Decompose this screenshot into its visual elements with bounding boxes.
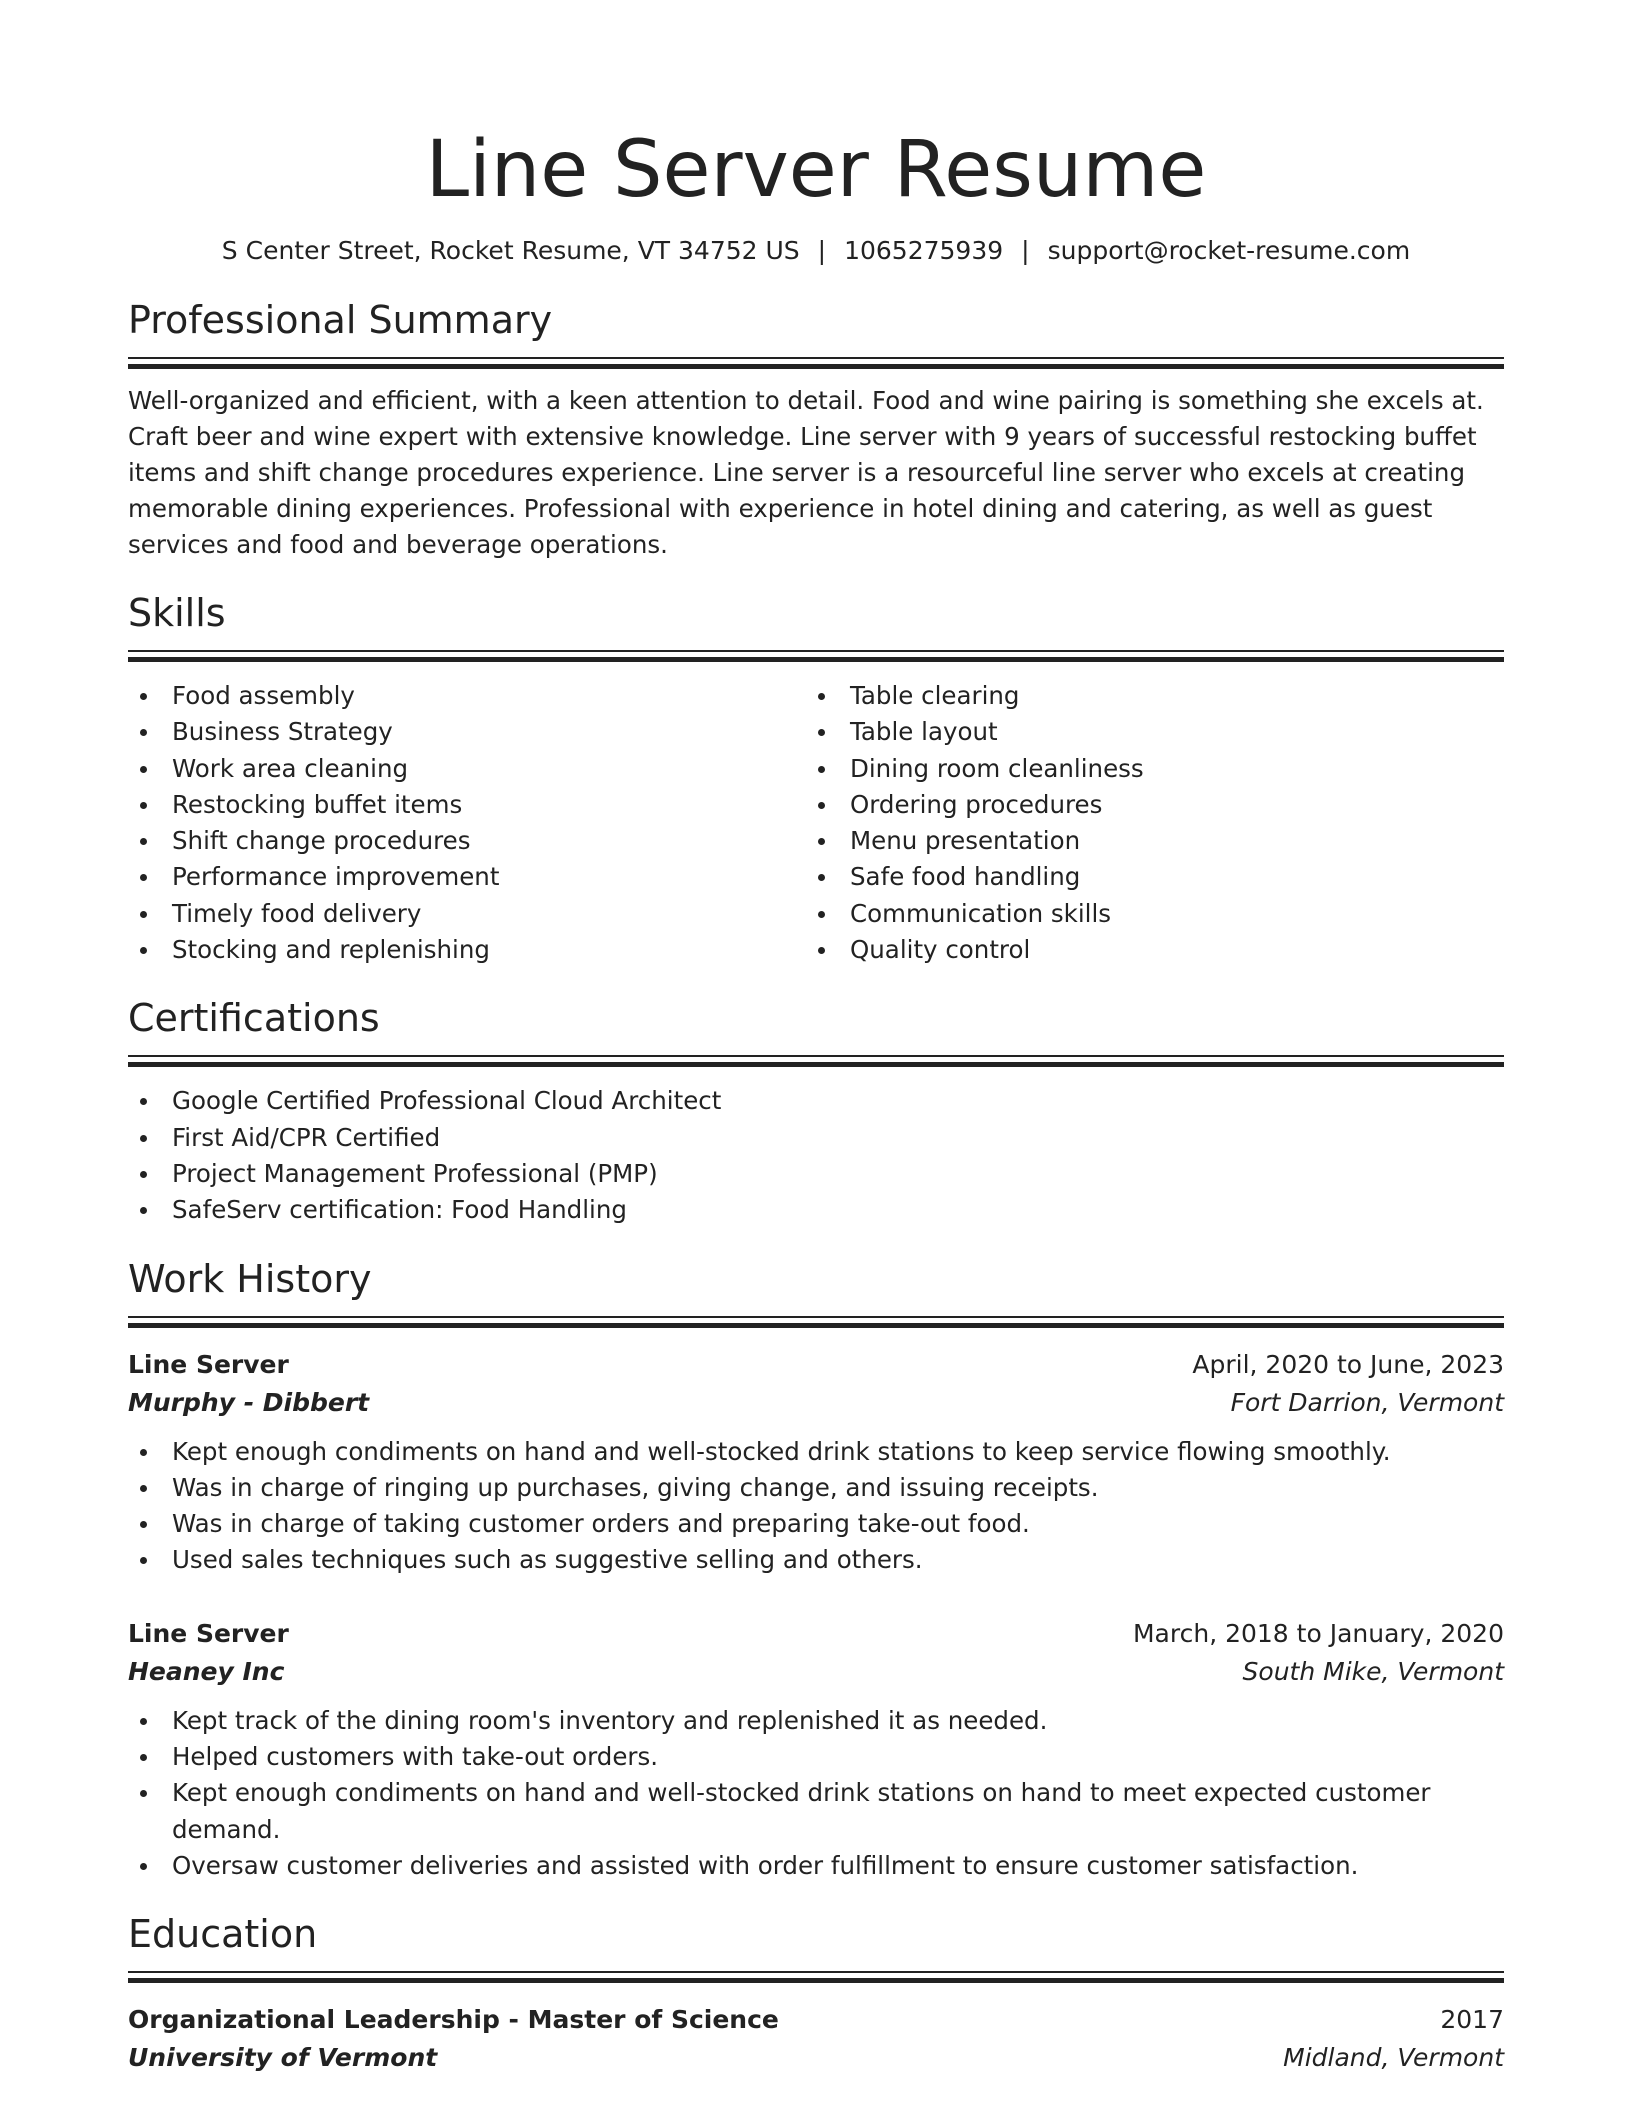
job-company-row [128, 1653, 1504, 1691]
job-bullet: Used sales techniques such as suggestive selling and others. [128, 1542, 1504, 1578]
certification-item: Project Management Professional (PMP) [128, 1156, 1504, 1192]
address: S Center Street, Rocket Resume, VT 34752 US [221, 236, 800, 265]
skill-item: Business Strategy [128, 714, 806, 750]
email: support@rocket-resume.com [1047, 236, 1411, 265]
certification-item: Google Certified Professional Cloud Architect [128, 1083, 1504, 1119]
job-title: Line Server [128, 1618, 289, 1648]
job-bullet: Was in charge of taking customer orders and preparing take-out food. [128, 1506, 1504, 1542]
job-dates: April, 2020 to June, 2023 [1192, 1349, 1504, 1379]
summary-text: Well-organized and efficient, with a keen attention to detail. Food and wine pairing is something she excels at. Craft beer and wine expert with extensive knowledge. Line server with 9 years of successful restocking buffet items and shift change procedures experience. Line server is a resourceful line server who excels at creating memorable dining experiences. Professional with experience in hotel dining and catering, as well as guest services and food and beverage operations. [128, 386, 1484, 559]
section-heading: Work History [128, 1256, 372, 1301]
skills-list-left [128, 678, 806, 968]
education-school-row [128, 2039, 1504, 2077]
education-header-row [128, 2001, 1504, 2039]
skill-item: Shift change procedures [128, 823, 806, 859]
job-bullet: Oversaw customer deliveries and assisted with order fulfillment to ensure customer satisfaction. [128, 1848, 1504, 1884]
job-header-row [128, 1615, 1504, 1653]
separator: | [817, 236, 827, 265]
job-dates: March, 2018 to January, 2020 [1132, 1618, 1504, 1648]
skill-item: Work area cleaning [128, 751, 806, 787]
job-entry [128, 1346, 1504, 1579]
job-bullet: Kept enough condiments on hand and well-stocked drink stations to keep service flowing smoothly. [128, 1434, 1504, 1470]
skills-section [128, 589, 1504, 968]
skill-item: Table clearing [806, 678, 1484, 714]
certifications-list [128, 1083, 1504, 1228]
section-divider [128, 1055, 1504, 1067]
job-title: Line Server [128, 1349, 289, 1379]
skills-columns [128, 678, 1504, 968]
section-heading: Certifications [128, 996, 380, 1041]
skill-item: Quality control [806, 932, 1484, 968]
summary-section [128, 296, 1504, 563]
certification-item: SafeServ certification: Food Handling [128, 1192, 1504, 1228]
degree: Organizational Leadership - Master of Science [128, 2005, 779, 2035]
skill-item: Communication skills [806, 896, 1484, 932]
job-bullet: Helped customers with take-out orders. [128, 1739, 1504, 1775]
job-bullet: Was in charge of ringing up purchases, giving change, and issuing receipts. [128, 1470, 1504, 1506]
section-divider [128, 1316, 1504, 1328]
job-bullets [128, 1703, 1504, 1884]
company-name: Heaney Inc [128, 1656, 285, 1686]
section-heading: Skills [128, 591, 226, 635]
job-bullet: Kept track of the dining room's inventory and replenished it as needed. [128, 1703, 1504, 1739]
education-section [128, 1910, 1504, 2077]
skill-item: Timely food delivery [128, 896, 806, 932]
skill-item: Food assembly [128, 678, 806, 714]
school-location: Midland, Vermont [1283, 2043, 1504, 2073]
certifications-section [128, 994, 1504, 1228]
job-bullet: Kept enough condiments on hand and well-stocked drink stations on hand to meet expected customer demand. [128, 1775, 1504, 1848]
section-heading: Professional Summary [128, 298, 553, 342]
graduation-year: 2017 [1440, 2005, 1504, 2035]
job-bullets [128, 1434, 1504, 1579]
skill-item: Performance improvement [128, 859, 806, 895]
job-entry [128, 1615, 1504, 1884]
education-entry [128, 2001, 1504, 2077]
phone: 1065275939 [844, 236, 1004, 265]
resume-title: Line Server Resume [425, 125, 1207, 215]
skill-item: Table layout [806, 714, 1484, 750]
skill-item: Stocking and replenishing [128, 932, 806, 968]
section-divider [128, 1971, 1504, 1983]
section-divider [128, 650, 1504, 662]
skill-item: Restocking buffet items [128, 787, 806, 823]
section-divider [128, 357, 1504, 369]
job-location: South Mike, Vermont [1242, 1656, 1504, 1686]
job-header-row [128, 1346, 1504, 1384]
certification-item: First Aid/CPR Certified [128, 1120, 1504, 1156]
job-company-row [128, 1384, 1504, 1422]
skill-item: Dining room cleanliness [806, 751, 1484, 787]
work-history-section [128, 1255, 1504, 1885]
skills-list-right [806, 678, 1484, 968]
company-name: Murphy - Dibbert [128, 1387, 370, 1417]
skill-item: Ordering procedures [806, 787, 1484, 823]
skill-item: Menu presentation [806, 823, 1484, 859]
separator: | [1021, 236, 1030, 265]
contact-line [128, 234, 1504, 268]
section-heading: Education [128, 1912, 318, 1957]
skill-item: Safe food handling [806, 859, 1484, 895]
job-location: Fort Darrion, Vermont [1230, 1387, 1504, 1417]
school-name: University of Vermont [128, 2043, 438, 2073]
